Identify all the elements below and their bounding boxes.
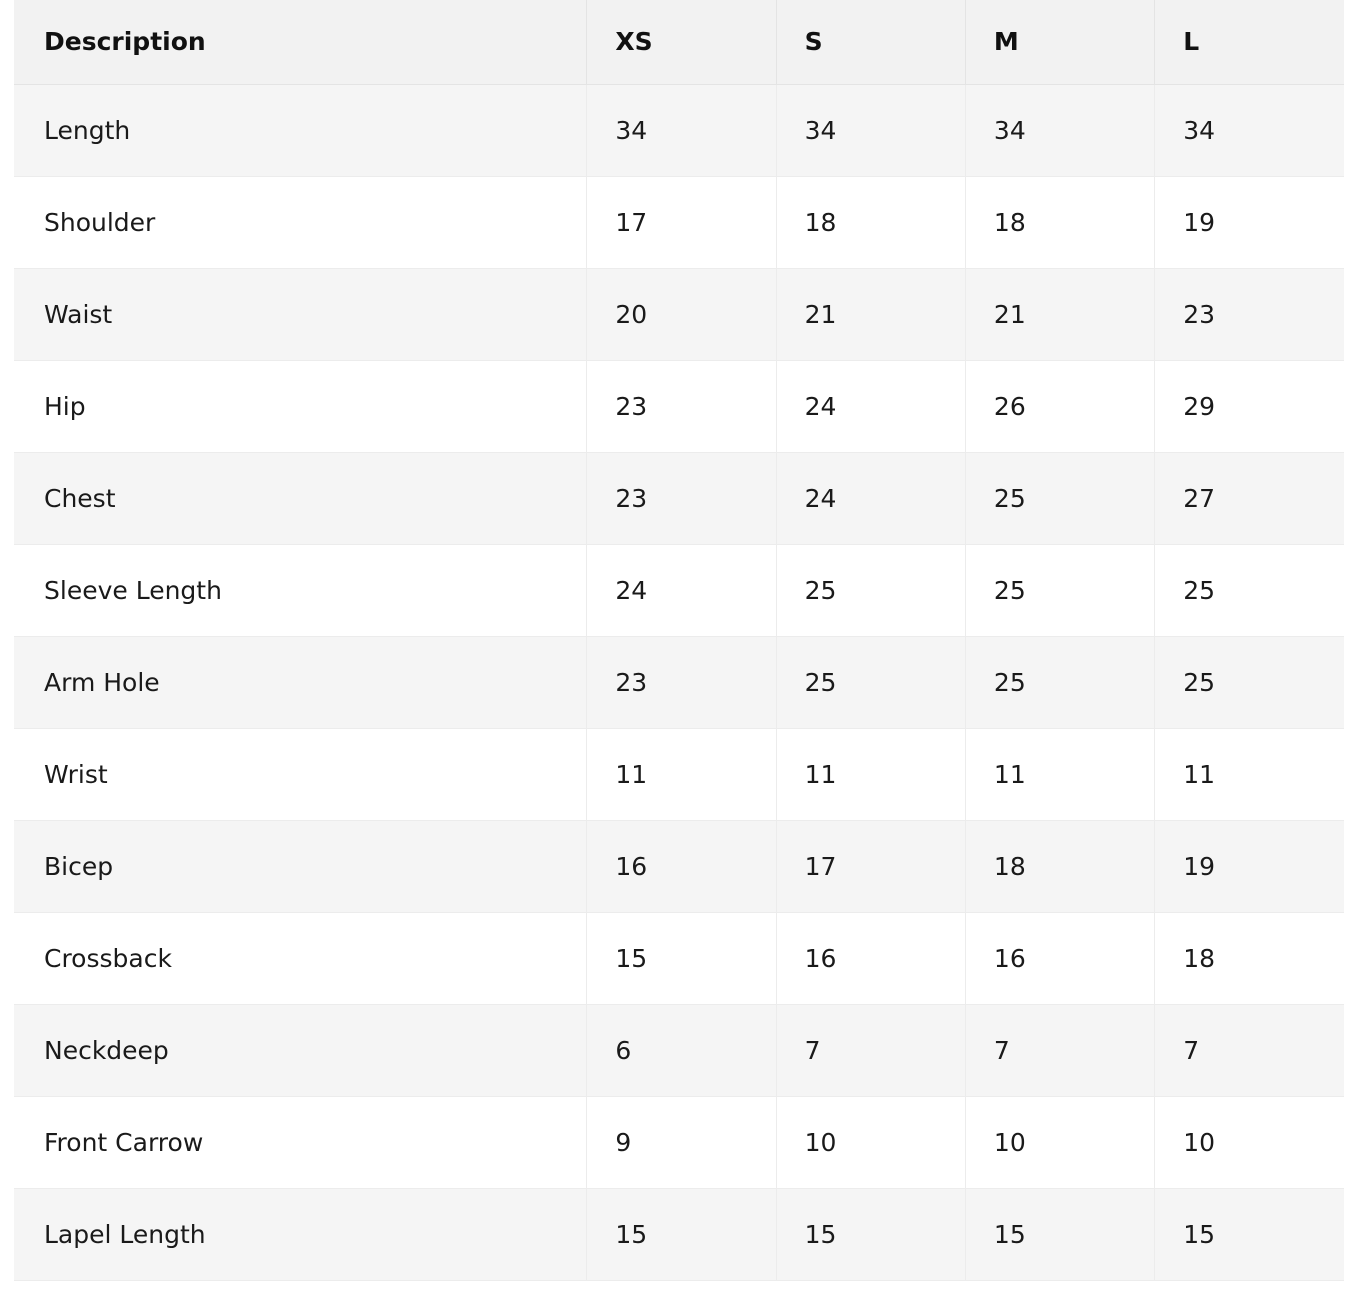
size-chart-table bbox=[14, 0, 1344, 1281]
table-row bbox=[14, 728, 1344, 820]
cell-m: 21 bbox=[965, 268, 1154, 360]
row-label: Front Carrow bbox=[14, 1096, 587, 1188]
cell-m: 7 bbox=[965, 1004, 1154, 1096]
size-chart-container bbox=[14, 0, 1344, 1281]
row-label: Wrist bbox=[14, 728, 587, 820]
table-row bbox=[14, 820, 1344, 912]
cell-l: 34 bbox=[1155, 84, 1344, 176]
cell-s: 34 bbox=[776, 84, 965, 176]
row-label: Waist bbox=[14, 268, 587, 360]
cell-l: 29 bbox=[1155, 360, 1344, 452]
cell-s: 24 bbox=[776, 360, 965, 452]
cell-m: 25 bbox=[965, 544, 1154, 636]
cell-xs: 23 bbox=[587, 636, 776, 728]
cell-xs: 15 bbox=[587, 1188, 776, 1280]
cell-s: 25 bbox=[776, 544, 965, 636]
cell-xs: 23 bbox=[587, 452, 776, 544]
cell-l: 18 bbox=[1155, 912, 1344, 1004]
cell-s: 16 bbox=[776, 912, 965, 1004]
table-row bbox=[14, 452, 1344, 544]
cell-l: 27 bbox=[1155, 452, 1344, 544]
column-header-s: S bbox=[776, 0, 965, 84]
table-header bbox=[14, 0, 1344, 84]
cell-s: 10 bbox=[776, 1096, 965, 1188]
cell-xs: 24 bbox=[587, 544, 776, 636]
column-header-l: L bbox=[1155, 0, 1344, 84]
cell-s: 17 bbox=[776, 820, 965, 912]
row-label: Arm Hole bbox=[14, 636, 587, 728]
row-label: Hip bbox=[14, 360, 587, 452]
cell-s: 25 bbox=[776, 636, 965, 728]
cell-xs: 20 bbox=[587, 268, 776, 360]
cell-l: 10 bbox=[1155, 1096, 1344, 1188]
cell-m: 18 bbox=[965, 176, 1154, 268]
cell-xs: 17 bbox=[587, 176, 776, 268]
table-row bbox=[14, 360, 1344, 452]
cell-l: 19 bbox=[1155, 820, 1344, 912]
cell-l: 7 bbox=[1155, 1004, 1344, 1096]
table-row bbox=[14, 1004, 1344, 1096]
cell-s: 7 bbox=[776, 1004, 965, 1096]
cell-xs: 16 bbox=[587, 820, 776, 912]
cell-m: 25 bbox=[965, 636, 1154, 728]
table-row bbox=[14, 268, 1344, 360]
row-label: Neckdeep bbox=[14, 1004, 587, 1096]
cell-xs: 6 bbox=[587, 1004, 776, 1096]
cell-m: 15 bbox=[965, 1188, 1154, 1280]
table-row bbox=[14, 1188, 1344, 1280]
cell-s: 24 bbox=[776, 452, 965, 544]
cell-s: 21 bbox=[776, 268, 965, 360]
table-row bbox=[14, 1096, 1344, 1188]
cell-m: 26 bbox=[965, 360, 1154, 452]
cell-m: 18 bbox=[965, 820, 1154, 912]
cell-l: 19 bbox=[1155, 176, 1344, 268]
row-label: Bicep bbox=[14, 820, 587, 912]
cell-m: 34 bbox=[965, 84, 1154, 176]
cell-l: 25 bbox=[1155, 544, 1344, 636]
cell-m: 11 bbox=[965, 728, 1154, 820]
column-header-m: M bbox=[965, 0, 1154, 84]
column-header-xs: XS bbox=[587, 0, 776, 84]
table-row bbox=[14, 176, 1344, 268]
cell-xs: 9 bbox=[587, 1096, 776, 1188]
table-row bbox=[14, 84, 1344, 176]
cell-xs: 15 bbox=[587, 912, 776, 1004]
row-label: Crossback bbox=[14, 912, 587, 1004]
row-label: Chest bbox=[14, 452, 587, 544]
cell-xs: 34 bbox=[587, 84, 776, 176]
row-label: Shoulder bbox=[14, 176, 587, 268]
cell-l: 25 bbox=[1155, 636, 1344, 728]
table-body bbox=[14, 84, 1344, 1280]
row-label: Length bbox=[14, 84, 587, 176]
column-header-description: Description bbox=[14, 0, 587, 84]
cell-s: 15 bbox=[776, 1188, 965, 1280]
cell-m: 10 bbox=[965, 1096, 1154, 1188]
cell-m: 16 bbox=[965, 912, 1154, 1004]
table-header-row bbox=[14, 0, 1344, 84]
row-label: Lapel Length bbox=[14, 1188, 587, 1280]
cell-l: 15 bbox=[1155, 1188, 1344, 1280]
cell-xs: 11 bbox=[587, 728, 776, 820]
cell-l: 11 bbox=[1155, 728, 1344, 820]
table-row bbox=[14, 544, 1344, 636]
cell-l: 23 bbox=[1155, 268, 1344, 360]
cell-xs: 23 bbox=[587, 360, 776, 452]
cell-m: 25 bbox=[965, 452, 1154, 544]
row-label: Sleeve Length bbox=[14, 544, 587, 636]
table-row bbox=[14, 636, 1344, 728]
cell-s: 18 bbox=[776, 176, 965, 268]
table-row bbox=[14, 912, 1344, 1004]
cell-s: 11 bbox=[776, 728, 965, 820]
